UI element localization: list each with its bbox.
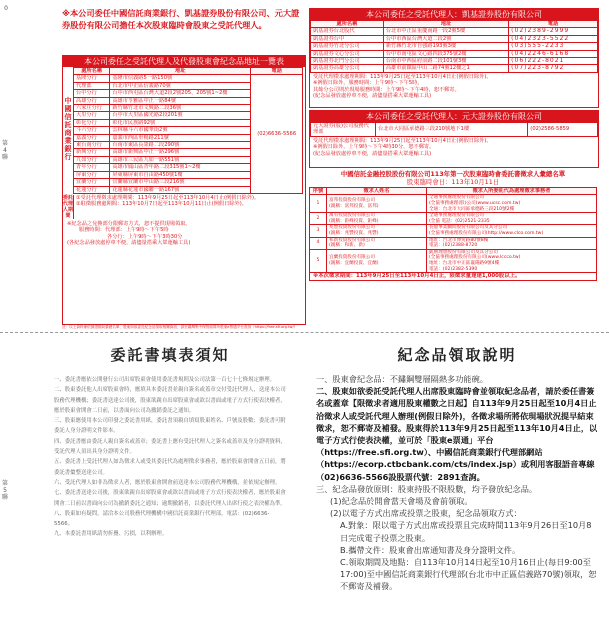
solicit-agent: 凱勝理想股份有限公司及其分公司 (全協事務處理股份有限公司(www.lccco.tw) 地址：台北市中正區襄陽路9號4樓 電話：(02)2382-5390 xyxy=(427,249,597,272)
list-item: 四、委託書應由委託人親自簽名或蓋章；委託書上應有受託代理人之簽名或蓋章及身分證明資料，受託代理人須出具身分證明文件。 xyxy=(54,438,286,456)
yuanta-name: 元大證券(股)公司股務代理部 xyxy=(311,123,376,137)
edge-label-top: 第4聯 xyxy=(1,140,8,161)
solicitor-name: 富邦投資股份有限公司 (親稱：富邦投資、富邦) xyxy=(327,195,427,213)
list-item: (2)以電子方式出席或投票之股東，紀念品領取方式： xyxy=(330,508,522,519)
agent-table-block xyxy=(62,55,306,325)
solicit-header-name: 徵求人姓名 xyxy=(327,188,427,195)
header-name: 處所名稱 xyxy=(74,68,110,75)
solicit-no: 3 xyxy=(310,225,327,237)
branch-name: 斗六分行 xyxy=(74,127,110,134)
yuanta-title: 本公司委任之受託代理人：元大證券股份有限公司 xyxy=(310,111,598,122)
table-row xyxy=(74,75,303,82)
kgi-address: 高雄市前鎮區中山二路74號12樓之1 xyxy=(383,65,508,72)
solicit-block xyxy=(309,170,597,281)
list-item: 六、受託代理人如非為徵求人者，應於股東會開會前送達本公司股務代理機構，並依規定辦理。 xyxy=(54,479,281,486)
gift-list xyxy=(316,373,598,593)
kgi-branch: 凱基證券台中 xyxy=(311,35,384,42)
kgi-branch: 凱基證券台北股代 xyxy=(311,28,384,35)
table-row xyxy=(310,213,597,225)
branch-name: 宜蘭分行 xyxy=(74,179,110,186)
branch-name: 嘉義分行 xyxy=(74,134,110,141)
branch-name: 屏東分行 xyxy=(74,171,110,178)
solicit-no: 2 xyxy=(310,213,327,225)
solicit-table xyxy=(309,187,597,273)
branch-name: 花蓮分行 xyxy=(74,186,110,193)
branch-name: 台中分行 xyxy=(74,90,110,97)
table-row xyxy=(310,249,597,272)
branch-name: 六家庄分行 xyxy=(74,105,110,112)
perforation-line xyxy=(0,332,609,333)
branch-address: 彰化市民族路92號 xyxy=(110,119,251,126)
branch-address: 基隆市信義路5一路150號 xyxy=(110,75,251,82)
kgi-address: 台中市南屯區文心路四段375號2樓 xyxy=(383,50,508,57)
kgi-address: 台北市中正區重慶南路一段2號5樓 xyxy=(383,28,508,35)
kgi-phone: (07)223-8792 xyxy=(509,65,598,72)
solicitor-name: 萬有投資股份有限公司 (親稱：鉅峰投資、鉅峰) xyxy=(327,213,427,225)
list-item: B.攜帶文件：股東會出席通知書及身分證明文件。 xyxy=(340,544,521,555)
proxy-instructions xyxy=(40,344,300,540)
branch-address: 雲林縣斗六市國華街2號 xyxy=(110,127,251,134)
agent-note-3: 各分行：上午9時～下午3時30分 xyxy=(107,233,183,240)
branch-address: 台南市東區長榮路二段290號 xyxy=(110,142,251,149)
period-2: ②駐徵服務處期間：113年10月7日起至113年10月11日止(例假日除外)。 xyxy=(76,201,247,208)
edge-code: 0 xyxy=(4,5,8,12)
gift-instructions xyxy=(316,344,598,593)
table-row xyxy=(310,195,597,213)
solicit-title: 中國信託金融控股股份有限公司113年第一次股東臨時會委託書徵求人彙總名單 xyxy=(340,170,566,178)
kgi-branch: 凱基證券高雄分公司 xyxy=(311,65,384,72)
solicit-header-agent: 徵求人所委託代為處理徵求事務者 xyxy=(427,188,597,195)
list-item: 一、股東會紀念品：不鏽鋼雙層隔熱多功能碗。 xyxy=(316,374,488,384)
kgi-block xyxy=(309,8,599,108)
branch-name: 東台南分行 xyxy=(74,142,110,149)
kgi-note-4: (紀念品發放處停車不便，請儘量搭乘大眾運輸工具) xyxy=(313,93,432,100)
table-row xyxy=(310,237,597,249)
list-item: 二、股東如欲委託受託代理人出席股東臨時會並領取紀念品者，請於委任書簽名或蓋章【限徵求者適用股東權數之日起】自113年9月25日起至10月4日止洽徵求人或受託代理人辦理(例假日除外)，各徵求場所將依現場狀況提早結束徵求，恕不郵寄及補發。股東得於113年9月25日起至113年10月4日止，以電子方式行使表決權，並可於「股東e票通」平台（https://free.sfi.org.tw）、中國信託商業銀行代理部網站（https://ecorp.ctbcbank.com/cts/index.jsp）或利用客服語音專線（02)6636-5566設股票代號：2891查詢。 xyxy=(316,386,598,482)
list-item: 八、股東如有疑問，請洽本公司股務代理機構中國信託商業銀行代理部，電話：(02)6636-5566。 xyxy=(54,510,270,528)
list-item: 七、委託書送達公司後，股東欲親自出席股東會或欲以書面或電子方式行使表決權者，應於股東會開會二日前以書面向公司為撤銷委託之通知；逾期撤銷者，以委託代理人出席行使之表決權為準。 xyxy=(54,490,286,507)
solicit-subtitle: 股東臨時會日：113年10月11日 xyxy=(406,178,500,186)
yuanta-note-1: 受託代理徵求處理期間：113年9月25日起至113年10月4日止(例假日除外)。 xyxy=(313,137,492,144)
kgi-table xyxy=(310,20,598,73)
header-address: 地址 xyxy=(110,68,251,75)
agent-table xyxy=(73,67,303,194)
table-row xyxy=(310,225,597,237)
solicitor-name: 兆豐投資股份有限公司 (親稱：兆豐投資、兆豐) xyxy=(327,225,427,237)
yuanta-phone: (02)2586-5859 xyxy=(528,123,598,137)
solicit-agent: 地址：台北市博愛路80號8樓 電話：(02)2388-8720 xyxy=(427,237,597,249)
table-row xyxy=(311,43,598,50)
list-item: 三、股東應使用本公司印發之委託書用紙，委託書須親自填寫股東姓名、戶號及股數；委託書可附委託人身分證明文件影本。 xyxy=(54,418,286,435)
table-row xyxy=(311,28,598,35)
solicit-no: 4 xyxy=(310,237,327,249)
kgi-note-2: ※例假日除外，服務時間：上午9時～下午5時， xyxy=(313,80,423,87)
list-item: 一、委託書應依公開發行公司出席股東會使用委託書規則及公司法第一百七十七條規定辦理。 xyxy=(54,377,276,383)
table-row xyxy=(311,65,598,72)
kgi-note-3: 其餘分公司則於現場服務時間：上午9時～下午4時，恕不郵寄。 xyxy=(313,86,460,93)
branch-name: 大里分行 xyxy=(74,112,110,119)
branch-name: 青年分行 xyxy=(74,164,110,171)
agent-phone: (02)6636-5566 xyxy=(251,75,303,194)
solicitor-name: 和新投資股份有限公司 (親稱：和新、新) xyxy=(327,237,427,249)
kgi-header-address: 地址 xyxy=(383,21,508,28)
table-row xyxy=(311,58,598,65)
branch-address: 台中市大里區國光路2段201號 xyxy=(110,112,251,119)
list-item: 五、委託書上受託代理人如為徵求人或受其委託代為處理徵求事務者，應於股東會開會五日前，將委託書彙整送達公司。 xyxy=(54,459,286,476)
branch-address: 宜蘭縣宜蘭市中山路三段216號 xyxy=(110,179,251,186)
period-label: 委託代理人期間 xyxy=(63,194,74,219)
kgi-note-1: 受託代理徵求處理期間：113年9月25日起至113年10月4日止(例假日除外)。 xyxy=(313,73,492,80)
branch-name: 九如分行 xyxy=(74,156,110,163)
agent-side-label: 中國信託商業銀行 xyxy=(64,97,72,161)
solicit-no: 5 xyxy=(310,249,327,272)
branch-name: 基隆分行 xyxy=(74,75,110,82)
solicitor-name: 宜蘭投資股份有限公司 (親稱：宜蘭投資、宜蘭) xyxy=(327,249,427,272)
kgi-phone: (03)555-2233 xyxy=(509,43,598,50)
list-item: 三、紀念品發放原則：股東持股不限股數，均予發放紀念品。 xyxy=(316,483,538,494)
branch-address: 花蓮縣花蓮市國聯一路167號 xyxy=(110,186,251,193)
solicit-footnote: ※本次徵求期間：113年9月25日至113年10月4日止，限徵求量達達1,000股以上。 xyxy=(309,273,597,281)
list-item: A.對象：限以電子方式出席或投票且完成時間113年9月26日至10月8日完成電子投票之股東。 xyxy=(340,520,592,543)
kgi-address: 新竹縣竹北市自強路193號3樓 xyxy=(383,43,508,50)
branch-address: 高雄市三民區九如一路551號 xyxy=(110,156,251,163)
branch-address: 屏東縣屏東市自由路450號1樓 xyxy=(110,171,251,178)
yuanta-block xyxy=(309,110,599,168)
edge-label-bottom: 第5聯 xyxy=(1,480,8,501)
kgi-branch: 凱基證券北門分公司 xyxy=(311,58,384,65)
header-phone: 電話 xyxy=(251,68,303,75)
fine-print: 註：以上資料係依據證期局彙總名單，股東如欲委託紀念品領取相關資訊，請至臺灣集中保管結算所股東e票通平台查詢（https://free.sfi.org.tw/） xyxy=(62,325,298,329)
yuanta-address: 台北市大同區承德路三段210號地下1樓 xyxy=(376,123,528,137)
yuanta-note-2: ※例假日除外，上午9時～下午4時30分，恕不郵寄。 xyxy=(313,144,435,151)
list-item: (1)紀念品於開會當天會場及會前領取。 xyxy=(330,496,473,507)
branch-address: 高雄市苓雅區中正一路84號 xyxy=(110,97,251,104)
solicit-agent: 長億事業顧問股份有限公司及其分公司 (全協事務處理股份有限公司(http://www.clco.com.tw) xyxy=(427,225,597,237)
kgi-header-name: 處所名稱 xyxy=(311,21,384,28)
branch-name: 代理部 xyxy=(74,82,110,89)
yuanta-table xyxy=(310,122,598,137)
branch-name: 新興分行 xyxy=(74,149,110,156)
kgi-phone: (04)2323-5522 xyxy=(509,35,598,42)
list-item: 二、股東委託他人出席股東會時，應填具本委託書並親自簽名或蓋章交付受託代理人，送達本公司股務代理機構；委託書送達公司後，股東欲親自出席股東會或欲以書面或電子方式行使表決權者，應於股東會開會二日前，以書面向公司為撤銷委託之通知。 xyxy=(54,387,286,414)
branch-address: 新竹縣竹北市文興路二段36號 xyxy=(110,105,251,112)
top-notice: ※本公司委任中國信託商業銀行、凱基證券股份有限公司、元大證券股份有限公司擔任本次股東臨時會股東之受託代理人。 xyxy=(62,8,300,30)
solicit-no: 1 xyxy=(310,195,327,213)
period-1: ①受託代理徵求處理期間：113年9月25日起至113年10月4日止(例假日除外)。 xyxy=(76,194,260,201)
branch-address: 台中市西屯區台灣大道2段2號205、205號1~2樓 xyxy=(110,90,251,97)
yuanta-note-3: (紀念品發放處停車不便，請儘量搭乘大眾運輸工具) xyxy=(313,150,432,157)
branch-address: 台北市中正區信義路70號 xyxy=(110,82,251,89)
kgi-address: 台南市中西區府前路二段101號3樓 xyxy=(383,58,508,65)
list-item: 九、本委託書用紙請勿折疊、污損，以利辦理。 xyxy=(54,531,168,538)
kgi-branch: 凱基證券文心分公司 xyxy=(311,50,384,57)
solicit-agent: 全通事務處理股份有限公司 (全協 電話：(02)2521-2335 xyxy=(427,213,597,225)
kgi-phone: (06)222-8021 xyxy=(509,58,598,65)
table-row xyxy=(311,35,598,42)
branch-address: 高雄市鳳山區青年路二段315號1~2樓 xyxy=(110,164,251,171)
agent-note-1: ※紀念品之兌換部分限郵寄方式，恕不提供現場領取。 xyxy=(67,220,191,227)
branch-address: 高雄市新興區中正一路296號 xyxy=(110,149,251,156)
instructions-list xyxy=(40,375,300,540)
branch-name: 高雄分行 xyxy=(74,97,110,104)
agent-table-title: 本公司委任之受託代理人及代發股東會紀念品地址一覽表 xyxy=(63,56,305,67)
list-item: C.領取期間及地點：自113年10月14日起至10月16日止(每日9:00至17:00)至中國信託商業銀行代理部(台北市中正區信義路70號)領取，恕不郵寄及補發。 xyxy=(340,557,597,592)
kgi-address: 台中市西區台灣大道二段2號 xyxy=(383,35,508,42)
kgi-branch: 凱基證券竹北分公司 xyxy=(311,43,384,50)
agent-note-4: (各紀念品發放處停車不便，請儘量搭乘大眾運輸工具) xyxy=(67,240,191,247)
kgi-title: 本公司委任之受託代理人：凱基證券股份有限公司 xyxy=(310,9,598,20)
kgi-header-phone: 電話 xyxy=(509,21,598,28)
kgi-phone: (02)2389-2999 xyxy=(509,28,598,35)
kgi-phone: (04)2246-6168 xyxy=(509,50,598,57)
table-row xyxy=(311,50,598,57)
branch-address: 嘉義市西區垂楊路211號 xyxy=(110,134,251,141)
solicit-header-no: 序號 xyxy=(310,188,327,195)
solicit-agent: 全通事務處理股份有限公司 (全協事務處理(股)公司(www.ucsc.com.tw) 全通：台北市大同區承德路三段210號2樓 xyxy=(427,195,597,213)
agent-note-2: 服務時間：代理部：上午9時～下午5時 xyxy=(79,227,169,234)
branch-name: 彰化分行 xyxy=(74,119,110,126)
instructions-title: 委託書填表須知 xyxy=(110,346,230,364)
gift-title: 紀念品領取說明 xyxy=(397,346,517,364)
